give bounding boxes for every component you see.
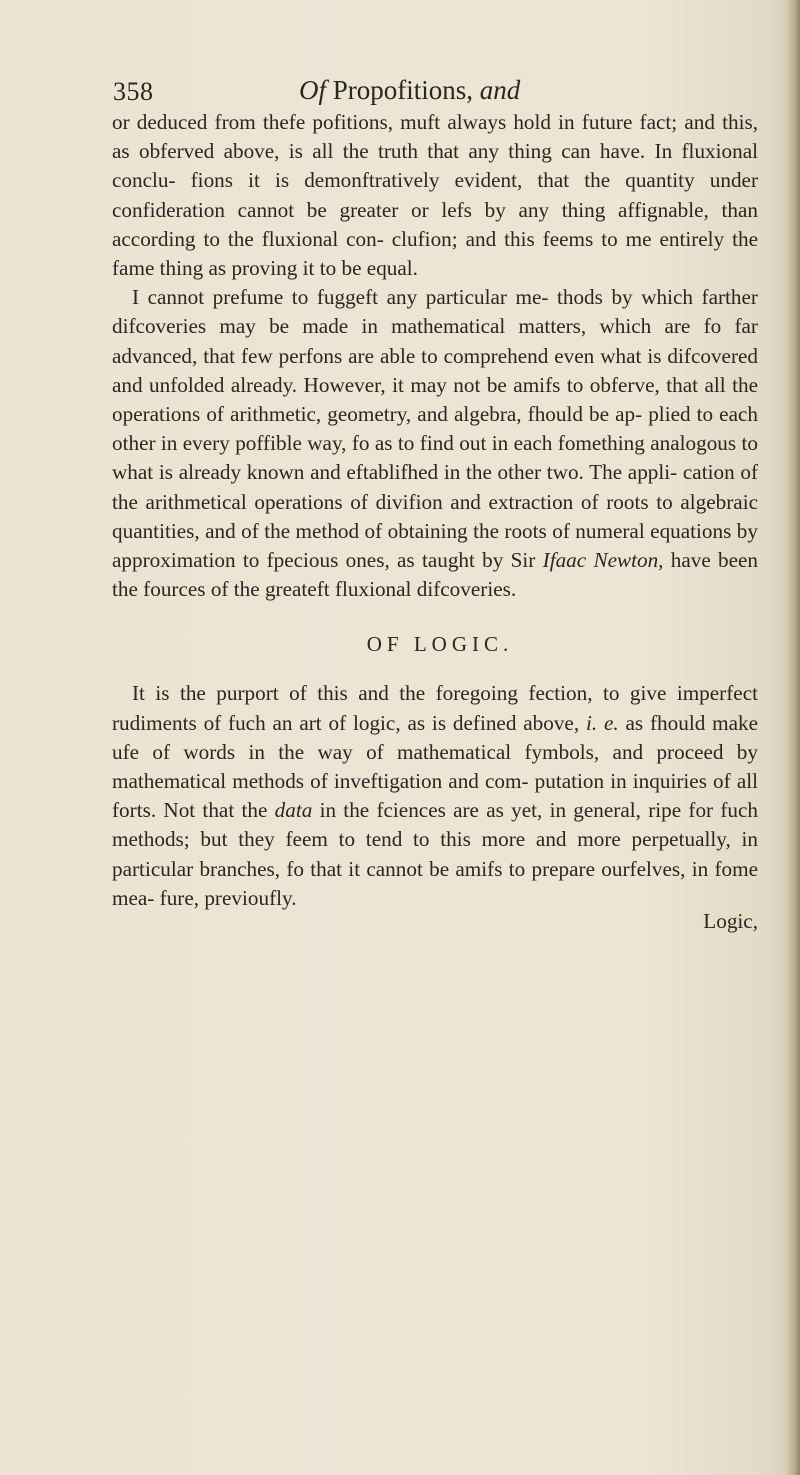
page-number: 358 — [113, 77, 154, 106]
catchword: Logic, — [703, 909, 758, 934]
running-head-of: Of — [299, 75, 326, 105]
page-header — [113, 71, 713, 111]
paragraph-3-ie: i. e. — [585, 710, 619, 735]
running-head-main: Propofitions, — [332, 75, 474, 105]
running-head-and: and — [479, 75, 521, 105]
paragraph-2-part-2: have been the fources of the greateft fluxional difcoveries. — [112, 548, 759, 602]
paragraph-3 — [112, 679, 758, 913]
paragraph-2 — [112, 283, 758, 604]
page-edge — [786, 0, 800, 1475]
paragraph-2-name: Ifaac Newton, — [542, 548, 664, 573]
body-text — [112, 108, 758, 936]
running-head — [299, 75, 520, 106]
paragraph-1: or deduced from thefe pofitions, muft always hold in future fact; and this, as obferved above, is all the truth that any thing can have. In fluxional conclu- fions it is demonftratively evident, that the quantity under confideration cannot be greater or lefs by any thing affignable, than according to the fluxional con- clufion; and this feems to me entirely the fame thing as proving it to be equal. — [112, 110, 758, 281]
paragraph-3-data-word: data — [274, 798, 313, 823]
paragraph-2-part-1: I cannot prefume to fuggeft any particular me- thods by which farther difcoveries may be made in mathematical matters, which are fo far advanced, that few perfons are able to comprehend even what is difcovered and unfolded already. However, it may not be amifs to obferve, that all the operations of arithmetic, geometry, and algebra, fhould be ap- plied to each other in every poffible way, fo as to find out in each fomething analogous to what is already known and eftablifhed in the other two. The appli- cation of the arithmetical operations of divifion and extraction of roots to algebraic quantities, and of the method of obtaining the roots of numeral equations by approximation to fpecious ones, as taught by Sir — [112, 285, 758, 573]
paragraph-3-part-3: in the fciences are as yet, in general, ripe for fuch methods; but they feem to tend to this more and more perpetually, in particular branches, fo that it cannot be amifs to prepare ourfelves, in fome mea- fure, previoufly. — [112, 798, 759, 910]
paragraph-3-part-2: as fhould make ufe of words in the way of mathematical fymbols, and proceed by mathematical methods of inveftigation and com- putation in inquiries of all forts. Not that the — [112, 710, 759, 823]
paragraph-3-part-1: It is the purport of this and the foregoing fection, to give imperfect rudiments of fuch an art of logic, as is defined above, — [112, 681, 758, 735]
section-heading: OF LOGIC. — [366, 632, 514, 657]
